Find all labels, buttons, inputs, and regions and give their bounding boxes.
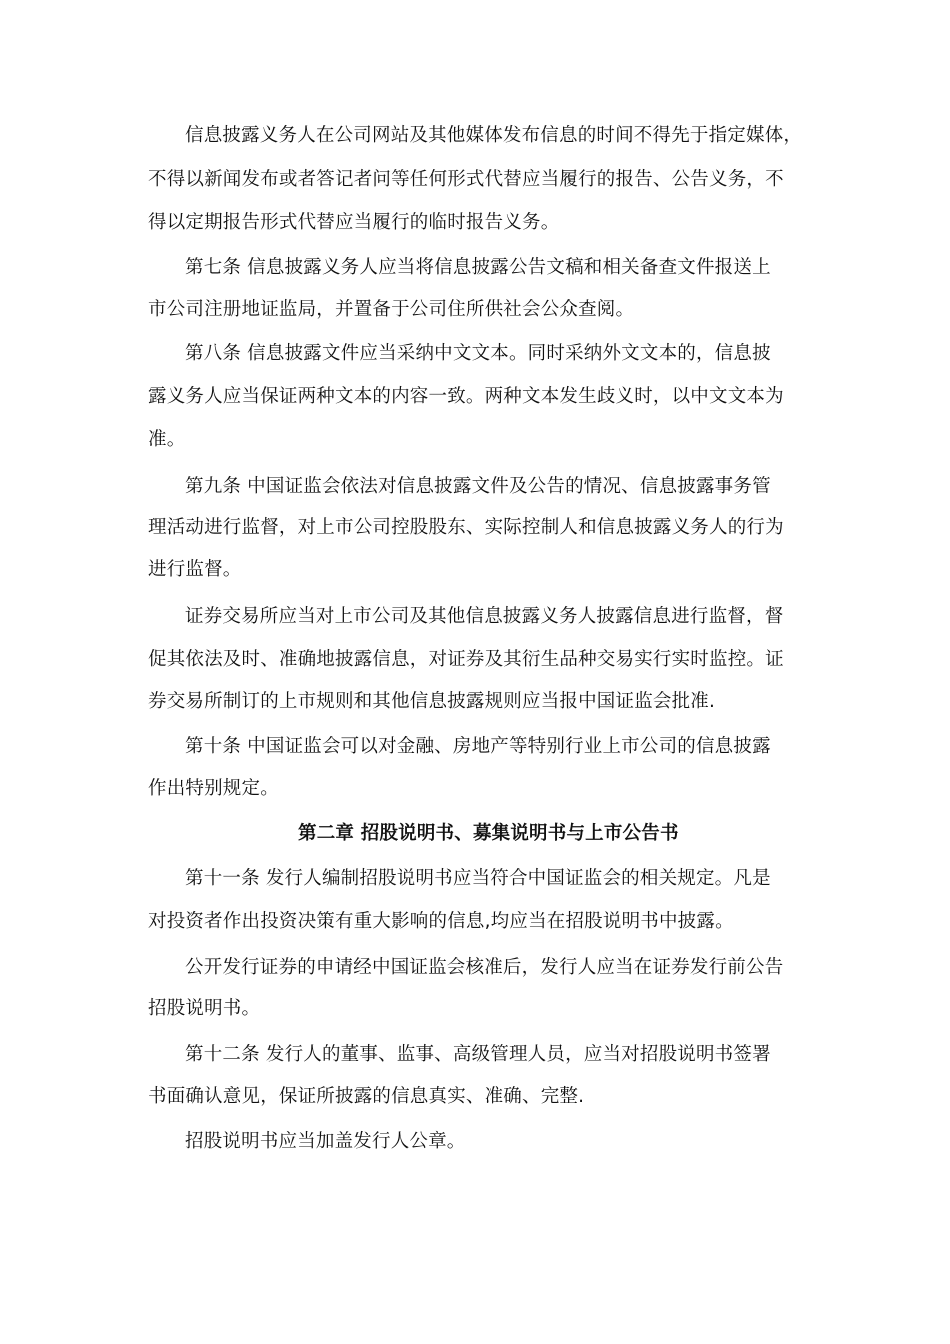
- article-8-line-2: 露义务人应当保证两种文本的内容一致。两种文本发生歧义时，以中文文本为: [148, 386, 784, 407]
- article-7-line-1: 第七条 信息披露义务人应当将信息披露公告文稿和相关备查文件报送上: [185, 257, 771, 278]
- article-8-line-3: 准。: [148, 429, 186, 450]
- exchange-paragraph-line-1: 证券交易所应当对上市公司及其他信息披露义务人披露信息进行监督，督: [185, 606, 784, 627]
- chapter-2-heading: 第二章 招股说明书、募集说明书与上市公告书: [298, 823, 679, 844]
- article-10-line-2: 作出特别规定。: [148, 778, 279, 799]
- article-12-line-2: 书面确认意见，保证所披露的信息真实、准确、完整.: [148, 1086, 585, 1107]
- public-offering-line-2: 招股说明书。: [148, 998, 261, 1019]
- seal-requirement-line: 招股说明书应当加盖发行人公章。: [185, 1131, 466, 1152]
- article-7-line-2: 市公司注册地证监局，并置备于公司住所供社会公众查阅。: [148, 299, 635, 320]
- paragraph-1-line-3: 得以定期报告形式代替应当履行的临时报告义务。: [148, 212, 560, 233]
- article-9-line-2: 理活动进行监督，对上市公司控股股东、实际控制人和信息披露义务人的行为: [148, 517, 784, 538]
- article-11-line-1: 第十一条 发行人编制招股说明书应当符合中国证监会的相关规定。凡是: [185, 868, 771, 889]
- exchange-paragraph-line-3: 券交易所制订的上市规则和其他信息披露规则应当报中国证监会批准.: [148, 691, 716, 712]
- article-9-line-3: 进行监督。: [148, 559, 242, 580]
- article-8-line-1: 第八条 信息披露文件应当采纳中文文本。同时采纳外文文本的，信息披: [185, 343, 771, 364]
- paragraph-1-line-1: 信息披露义务人在公司网站及其他媒体发布信息的时间不得先于指定媒体，: [185, 125, 803, 146]
- exchange-paragraph-line-2: 促其依法及时、准确地披露信息，对证券及其衍生品种交易实行实时监控。证: [148, 649, 784, 670]
- article-11-line-2: 对投资者作出投资决策有重大影响的信息,均应当在招股说明书中披露。: [148, 911, 734, 932]
- article-12-line-1: 第十二条 发行人的董事、监事、高级管理人员，应当对招股说明书签署: [185, 1044, 771, 1065]
- article-10-line-1: 第十条 中国证监会可以对金融、房地产等特别行业上市公司的信息披露: [185, 736, 771, 757]
- paragraph-1-line-2: 不得以新闻发布或者答记者问等任何形式代替应当履行的报告、公告义务，不: [148, 169, 784, 190]
- article-9-line-1: 第九条 中国证监会依法对信息披露文件及公告的情况、信息披露事务管: [185, 476, 771, 497]
- public-offering-line-1: 公开发行证券的申请经中国证监会核准后，发行人应当在证券发行前公告: [185, 957, 784, 978]
